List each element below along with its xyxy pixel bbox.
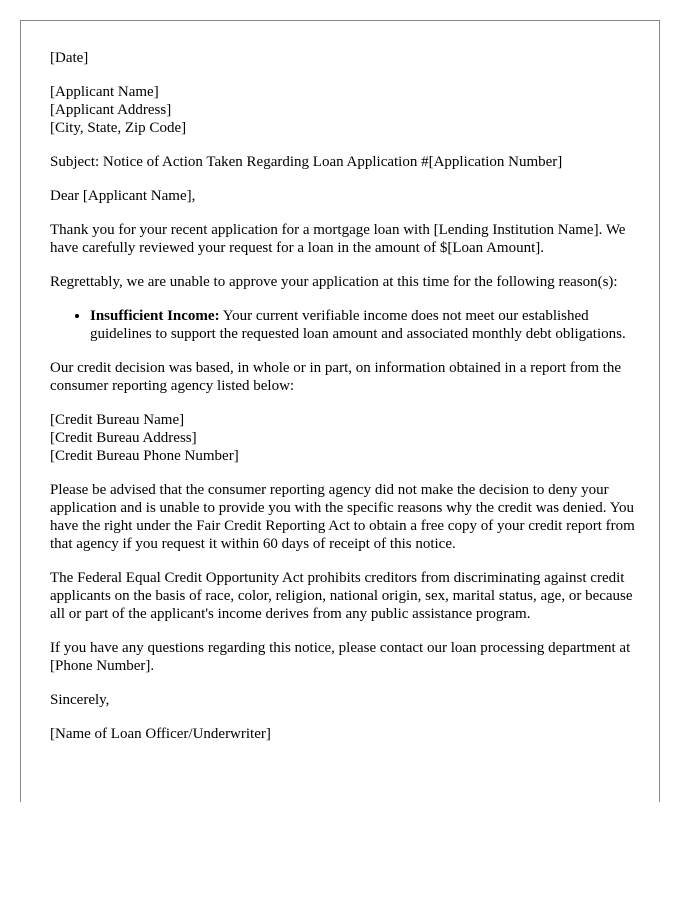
letter-body — [50, 49, 640, 759]
reasons-list — [50, 307, 640, 343]
reason-title: Insufficient Income: — [90, 308, 220, 324]
closing-line: Sincerely, — [50, 692, 110, 708]
applicant-address-block — [50, 83, 640, 137]
applicant-name: [Applicant Name] — [50, 84, 159, 100]
credit-bureau-name: [Credit Bureau Name] — [50, 412, 185, 428]
credit-decision-paragraph: Our credit decision was based, in whole or in part, on information obtained in a report from the consumer reporting agency listed below: — [50, 360, 622, 394]
letter-date: [Date] — [50, 50, 89, 66]
contact-paragraph: If you have any questions regarding this notice, please contact our loan processing department at [Phone Number]. — [50, 640, 631, 674]
credit-bureau-block — [50, 411, 640, 465]
applicant-address: [Applicant Address] — [50, 102, 172, 118]
signature-line: [Name of Loan Officer/Underwriter] — [50, 726, 271, 742]
reason-item — [90, 307, 640, 343]
credit-bureau-address: [Credit Bureau Address] — [50, 430, 197, 446]
advisory-paragraph: Please be advised that the consumer reporting agency did not make the decision to deny your application and is unable to provide you with the specific reasons why the credit was denied. You have the right under the Fair Credit Reporting Act to obtain a free copy of your credit report from that agency if you request it within 60 days of receipt of this notice. — [50, 482, 635, 552]
letter-page — [20, 20, 660, 802]
ecoa-paragraph: The Federal Equal Credit Opportunity Act prohibits creditors from discriminating against credit applicants on the basis of race, color, religion, national origin, sex, marital status, age, or because all or part of the applicant's income derives from any public assistance program. — [50, 570, 633, 622]
letter-salutation: Dear [Applicant Name], — [50, 188, 196, 204]
letter-subject: Subject: Notice of Action Taken Regarding Loan Application #[Application Number] — [50, 154, 563, 170]
credit-bureau-phone: [Credit Bureau Phone Number] — [50, 448, 239, 464]
reason-text: Your current verifiable income does not meet our established guidelines to support the requested loan amount and associated monthly debt obligations. — [90, 308, 626, 342]
intro-paragraph: Thank you for your recent application for a mortgage loan with [Lending Institution Name]. We have carefully reviewed your request for a loan in the amount of $[Loan Amount]. — [50, 222, 626, 256]
regret-paragraph: Regrettably, we are unable to approve your application at this time for the following reason(s): — [50, 274, 618, 290]
applicant-city-state-zip: [City, State, Zip Code] — [50, 120, 187, 136]
